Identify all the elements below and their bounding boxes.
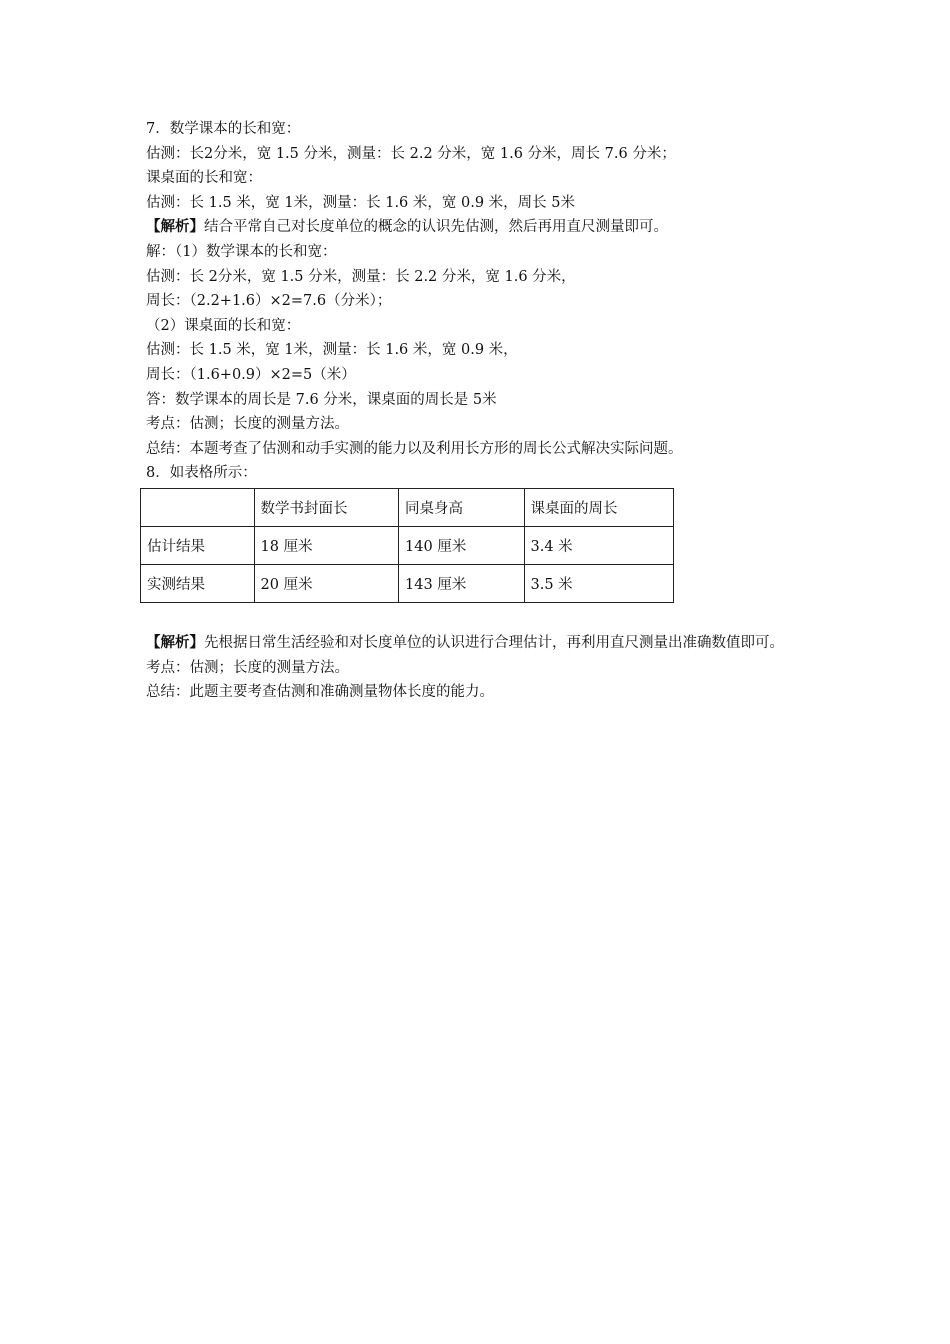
table-cell: 实测结果 <box>141 565 255 603</box>
table-cell: 估计结果 <box>141 527 255 565</box>
q7-answer-book: 估测：长2分米，宽 1.5 分米，测量：长 2.2 分米，宽 1.6 分米，周长 7.6 分米； <box>146 145 676 162</box>
results-table <box>140 488 674 603</box>
q8-summary: 总结：此题主要考查估测和准确测量物体长度的能力。 <box>146 684 494 701</box>
q8-title: 8．如表格所示： <box>146 465 257 482</box>
question-7-section <box>146 117 836 486</box>
table-header-row <box>141 489 674 527</box>
q7-summary: 总结：本题考查了估测和动手实测的能力以及利用长方形的周长公式解决实际问题。 <box>146 440 683 457</box>
q7-solution-1-perimeter: 周长：（2.2+1.6）×2=7.6（分米）； <box>146 293 392 310</box>
q7-keypoint: 考点：估测；长度的测量方法。 <box>146 416 349 433</box>
table-row <box>141 527 674 565</box>
q8-analysis-tag: 【解析】 <box>146 634 204 651</box>
q7-solution-2-perimeter: 周长：（1.6+0.9）×2=5（米） <box>146 366 356 383</box>
question-8-notes <box>146 631 836 705</box>
table-cell: 18 厘米 <box>254 527 399 565</box>
table-cell: 3.5 米 <box>524 565 674 603</box>
q7-solution-2-title: （2）课桌面的长和宽： <box>146 317 301 334</box>
table-cell: 140 厘米 <box>399 527 524 565</box>
table-cell: 143 厘米 <box>399 565 524 603</box>
q8-analysis-text: 先根据日常生活经验和对长度单位的认识进行合理估计，再利用直尺测量出准确数值即可。 <box>204 635 784 651</box>
q7-analysis-tag: 【解析】 <box>146 218 204 236</box>
table-cell: 3.4 米 <box>524 527 674 565</box>
q7-final-answer: 答：数学课本的周长是 7.6 分米，课桌面的周长是 5米 <box>146 391 497 408</box>
q7-analysis <box>146 215 836 240</box>
q7-title: 7．数学课本的长和宽： <box>146 121 301 137</box>
q7-answer-desk: 估测：长 1.5 米，宽 1米，测量：长 1.6 米，宽 0.9 米，周长 5米 <box>146 194 576 211</box>
table-header-cell: 数学书封面长 <box>254 489 399 527</box>
q7-solution-1-title: 解：（1）数学课本的长和宽： <box>146 243 337 260</box>
q7-solution-2-measure: 估测：长 1.5 米，宽 1米，测量：长 1.6 米，宽 0.9 米， <box>146 342 518 359</box>
table-header-cell <box>141 489 255 527</box>
q7-solution-1-measure: 估测：长 2分米，宽 1.5 分米，测量：长 2.2 分米，宽 1.6 分米， <box>146 268 576 285</box>
table-header-cell: 课桌面的周长 <box>524 489 674 527</box>
table-cell: 20 厘米 <box>254 565 399 603</box>
q8-keypoint: 考点：估测；长度的测量方法。 <box>146 659 349 676</box>
q7-analysis-text: 结合平常自己对长度单位的概念的认识先估测，然后再用直尺测量即可。 <box>204 219 668 236</box>
q8-analysis <box>146 631 836 656</box>
q7-desk-title: 课桌面的长和宽： <box>146 170 262 187</box>
table-header-cell: 同桌身高 <box>399 489 524 527</box>
table-row <box>141 565 674 603</box>
